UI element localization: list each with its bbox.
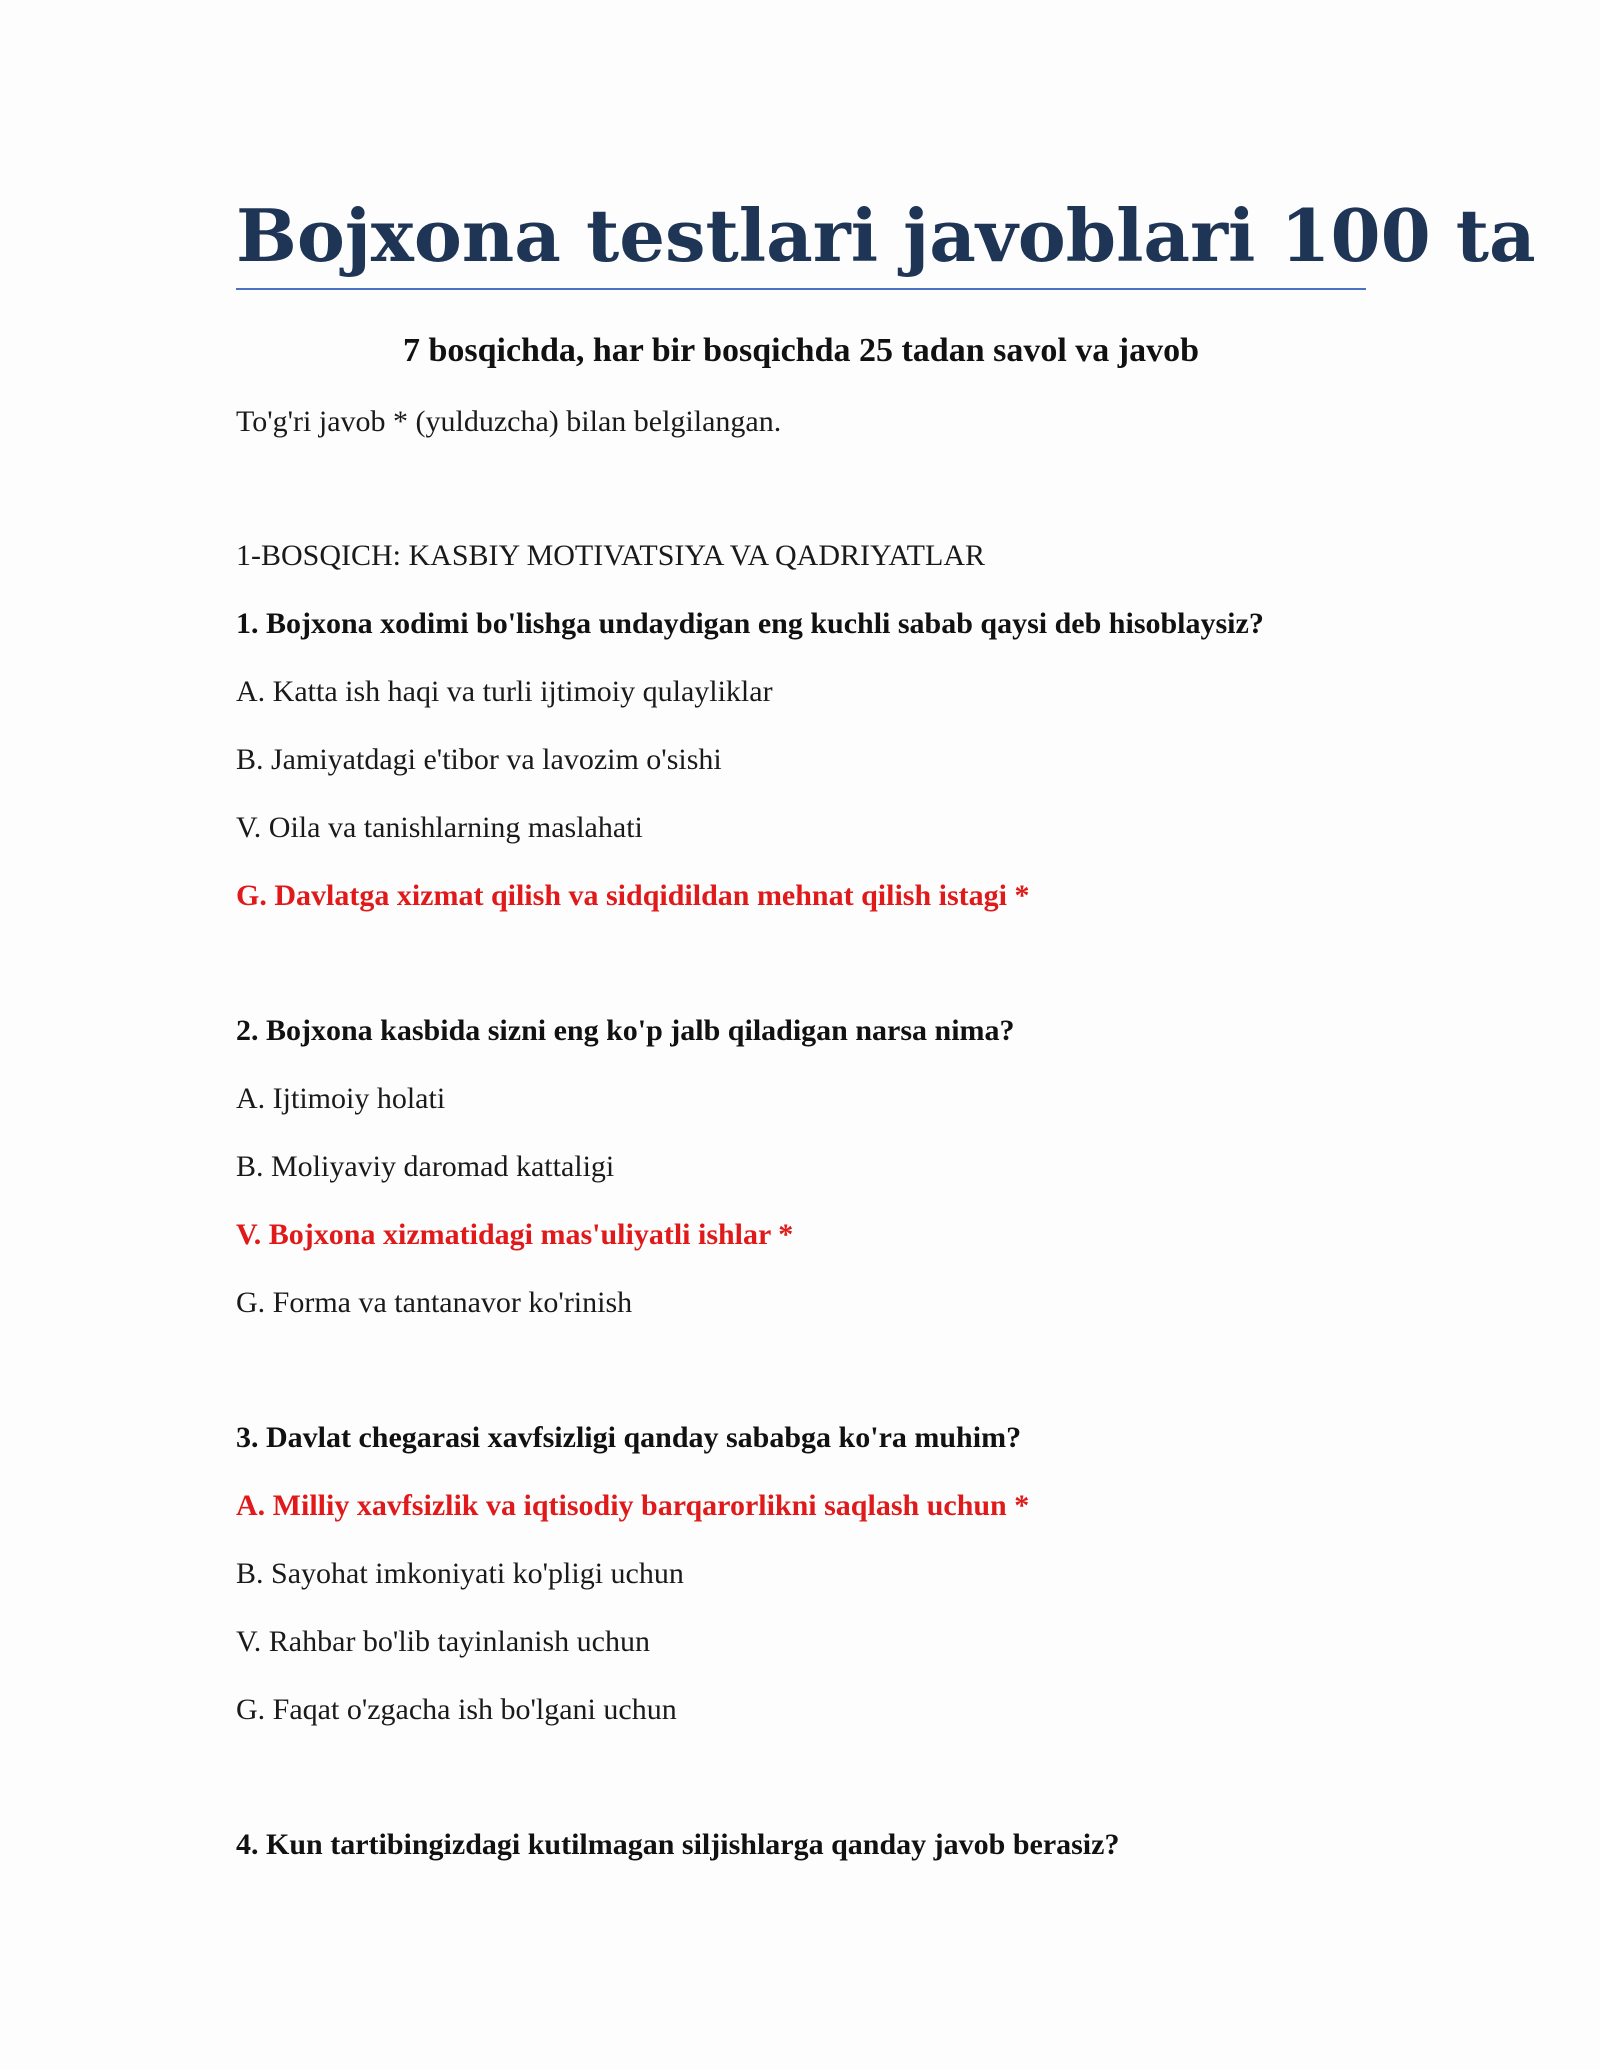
correct-answer-option-v: V. Bojxona xizmatidagi mas'uliyatli ishlar *: [236, 1218, 794, 1251]
answer-option-b: B. Sayohat imkoniyati ko'pligi uchun: [236, 1557, 684, 1590]
answer-option-a: A. Ijtimoiy holati: [236, 1082, 446, 1115]
document-content: [236, 190, 1536, 1865]
question-3: [236, 1418, 1366, 1730]
section-heading: 1-BOSQICH: KASBIY MOTIVATSIYA VA QADRIYATLAR: [236, 539, 985, 572]
question-text: 4. Kun tartibingizdagi kutilmagan siljishlarga qanday javob berasiz?: [236, 1828, 1120, 1861]
answer-option-v: V. Oila va tanishlarning maslahati: [236, 811, 643, 844]
title-underline: [236, 288, 1366, 290]
answer-key-note: To'g'ri javob * (yulduzcha) bilan belgilangan.: [236, 405, 782, 438]
answer-option-g: G. Forma va tantanavor ko'rinish: [236, 1286, 633, 1319]
question-2: [236, 1011, 1366, 1323]
question-1: [236, 604, 1366, 916]
answer-option-v: V. Rahbar bo'lib tayinlanish uchun: [236, 1625, 650, 1658]
answer-option-b: B. Moliyaviy daromad kattaligi: [236, 1150, 615, 1183]
document-title: Bojxona testlari javoblari 100 ta: [236, 193, 1536, 278]
correct-answer-option-g: G. Davlatga xizmat qilish va sidqidildan mehnat qilish istagi *: [236, 879, 1030, 912]
document-subtitle: 7 bosqichda, har bir bosqichda 25 tadan savol va javob: [402, 332, 1200, 369]
answer-option-b: B. Jamiyatdagi e'tibor va lavozim o'sishi: [236, 743, 722, 776]
question-text: 1. Bojxona xodimi bo'lishga undaydigan eng kuchli sabab qaysi deb hisoblaysiz?: [236, 607, 1264, 640]
correct-answer-option-a: A. Milliy xavfsizlik va iqtisodiy barqarorlikni saqlash uchun *: [236, 1489, 1030, 1522]
answer-option-g: G. Faqat o'zgacha ish bo'lgani uchun: [236, 1693, 677, 1726]
question-4: [236, 1825, 1366, 1865]
question-text: 3. Davlat chegarasi xavfsizligi qanday sababga ko'ra muhim?: [236, 1421, 1022, 1454]
question-text: 2. Bojxona kasbida sizni eng ko'p jalb qiladigan narsa nima?: [236, 1014, 1015, 1047]
answer-option-a: A. Katta ish haqi va turli ijtimoiy qulayliklar: [236, 675, 773, 708]
